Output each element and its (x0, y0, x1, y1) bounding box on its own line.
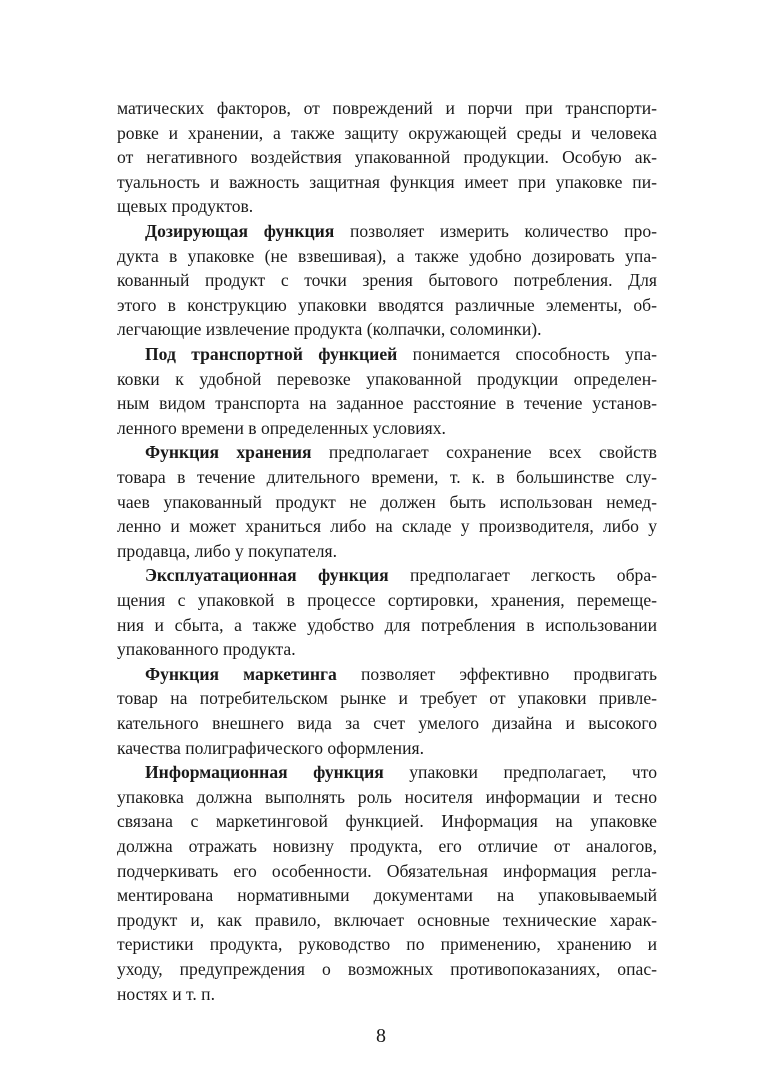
term-information-function: Информационная функция (145, 762, 384, 783)
paragraph-first-line (145, 760, 657, 785)
text-line: теристики продукта, руководство по применению, хранению и (117, 934, 657, 955)
text-span: позволяет измерить количество про- (334, 221, 657, 241)
text-span: упаковки предполагает, что (383, 762, 657, 783)
text-line: уходу, предупреждения о возможных противопоказаниях, опас- (117, 959, 657, 979)
text-line: ленного времени в определенных условиях. (117, 417, 446, 438)
text-line: легчающие извлечение продукта (колпачки, соломинки). (117, 319, 542, 340)
term-dosing-function: Дозирующая функция (145, 221, 335, 241)
text-span: предполагает легкость обра- (388, 565, 657, 586)
text-line: должна отражать новизну продукта, его отличие от аналогов, (117, 836, 657, 856)
text-line: ленно и может храниться либо на складе у производителя, либо у (117, 516, 657, 537)
text-line: туальность и важность защитная функция имеет при упаковке пи- (117, 171, 657, 192)
text-line: кательного внешнего вида за счет умелого дизайна и высокого (117, 713, 657, 733)
text-line: кованный продукт с точки зрения бытового потребления. Для (117, 270, 657, 291)
text-line: этого в конструкцию упаковки вводятся различные элементы, об- (117, 294, 657, 315)
text-line: упакованного продукта. (117, 639, 296, 660)
text-line: ния и сбыта, а также удобство для потребления в использовании (117, 614, 657, 635)
text-line: продавца, либо у покупателя. (117, 540, 337, 561)
paragraph-first-line (145, 563, 657, 588)
text-line: качества полиграфического оформления. (117, 737, 424, 758)
text-span: предполагает сохранение всех свойств (311, 442, 657, 463)
text-line: товар на потребительском рынке и требует от упаковки привле- (117, 688, 657, 709)
text-span: понимается способность упа- (397, 344, 657, 364)
term-storage-function: Функция хранения (145, 442, 312, 463)
text-line: дукта в упаковке (не взвешивая), а также удобно дозировать упа- (117, 245, 657, 266)
text-line: ным видом транспорта на заданное расстояние в течение установ- (117, 393, 657, 414)
paragraph-first-line (145, 440, 657, 465)
text-line: упаковка должна выполнять роль носителя информации и тесно (117, 786, 657, 807)
term-marketing-function: Функция маркетинга (145, 663, 337, 684)
text-line: продукт и, как правило, включает основные технические харак- (117, 909, 657, 930)
text-line: от негативного воздействия упакованной продукции. Особую ак- (117, 147, 657, 168)
text-line: ковки к удобной перевозке упакованной продукции определен- (117, 368, 657, 389)
text-line: ностях и т. п. (117, 983, 215, 1004)
text-line: чаев упакованный продукт не должен быть использован немед- (117, 491, 657, 512)
text-line: товара в течение длительного времени, т. к. в большинстве слу- (117, 467, 657, 487)
text-line: ровке и хранении, а также защиту окружающей среды и человека (117, 122, 657, 143)
paragraph-first-line (145, 219, 657, 244)
page-number: 8 (376, 1025, 386, 1048)
text-line: подчеркивать его особенности. Обязательная информация регла- (117, 860, 657, 881)
term-operational-function: Эксплуатационная функция (145, 565, 389, 586)
text-line: щения с упаковкой в процессе сортировки, хранения, перемеще- (117, 590, 657, 610)
paragraph-first-line (145, 662, 657, 687)
text-span: позволяет эффективно продвигать (336, 663, 657, 684)
text-line: связана с маркетинговой функцией. Информация на упаковке (117, 811, 657, 832)
text-line: щевых продуктов. (117, 196, 254, 217)
paragraph-first-line (145, 342, 657, 367)
term-transport-function: Под транспортной функцией (145, 344, 398, 364)
text-line: матических факторов, от повреждений и порчи при транспорти- (117, 98, 657, 118)
text-line: ментирована нормативными документами на упаковываемый (117, 885, 657, 906)
